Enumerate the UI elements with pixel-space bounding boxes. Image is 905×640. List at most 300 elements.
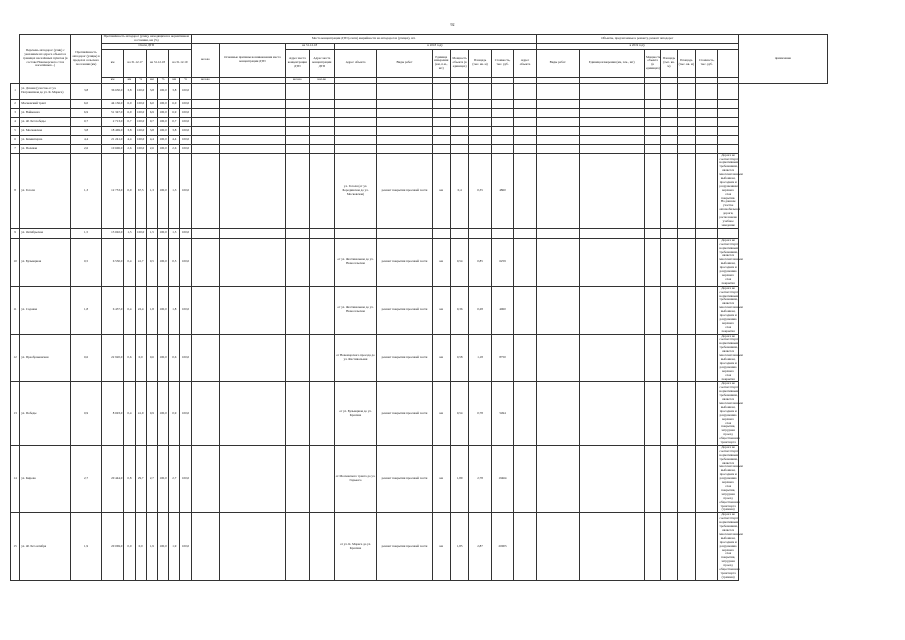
cell-area: 12 753,0 <box>101 153 123 228</box>
header-unit-cnt: кол-во <box>191 77 220 83</box>
cell-addr <box>334 83 377 99</box>
cell-sq: 0,78 <box>469 382 491 446</box>
cell-name: ул. Победы <box>20 382 71 446</box>
cell-empty <box>310 228 335 238</box>
cell-work <box>377 135 432 144</box>
cell-p2: 100,0 <box>157 286 168 334</box>
cell-empty <box>695 117 717 126</box>
cell-n: 9 <box>11 228 20 238</box>
cell-u <box>432 108 450 117</box>
cell-empty <box>191 83 220 99</box>
cell-empty <box>220 382 285 446</box>
cell-a2: 0,7 <box>146 117 157 126</box>
table-row <box>11 286 828 334</box>
cell-p2: 100,0 <box>157 144 168 153</box>
cell-empty <box>695 144 717 153</box>
table-row <box>11 513 828 580</box>
cell-empty <box>285 228 310 238</box>
cell-empty <box>695 108 717 117</box>
cell-work <box>377 117 432 126</box>
cell-cap <box>450 135 468 144</box>
header-km: км <box>101 49 123 77</box>
cell-empty <box>514 445 536 512</box>
header-capacity-2019: Мощность объекта (в единицах) <box>644 49 660 77</box>
cell-empty <box>285 144 310 153</box>
header-cost-2019: Стоимость, тыс. руб. <box>695 49 717 77</box>
header-capacity: Мощность объекта (в единицах) <box>450 49 468 77</box>
cell-len: 6,0 <box>71 99 102 108</box>
cell-sq: 0,28 <box>469 286 491 334</box>
cell-empty <box>514 108 536 117</box>
cell-cap <box>450 228 468 238</box>
cell-empty <box>695 513 717 580</box>
cell-empty <box>677 286 695 334</box>
cell-empty <box>536 126 579 135</box>
header-area-2019b: Площадь (тыс. кв. м) <box>677 49 695 77</box>
header-obj-address-2019: Адрес объекта <box>514 49 536 77</box>
header-unit: Единица измерения (км, п.м., шт) <box>432 49 450 77</box>
cell-name: Московский тракт <box>20 99 71 108</box>
cell-cap <box>450 83 468 99</box>
cell-empty <box>536 228 579 238</box>
cell-empty <box>695 153 717 228</box>
cell-u <box>432 126 450 135</box>
cell-n: 10 <box>11 238 20 286</box>
cell-name: ул. Садовая <box>20 286 71 334</box>
cell-cost <box>491 135 513 144</box>
cell-work: ремонт покрытия проезжей части <box>377 238 432 286</box>
cell-sq: 0,85 <box>469 238 491 286</box>
cell-empty <box>310 126 335 135</box>
cell-empty <box>310 144 335 153</box>
cell-a2: 0,6 <box>146 334 157 382</box>
header-as-of-2019: на 31.12.19 <box>169 49 191 77</box>
header-address-b: Адрес места концентрации ДТП <box>310 49 335 77</box>
cell-a1: 0,0 <box>124 513 135 580</box>
cell-empty <box>536 99 579 108</box>
cell-empty <box>677 228 695 238</box>
cell-sq: 2,87 <box>469 513 491 580</box>
cell-a1: 3,8 <box>124 83 135 99</box>
cell-p3: 100,0 <box>180 117 191 126</box>
cell-empty <box>579 83 644 99</box>
cell-sq <box>469 135 491 144</box>
cell-empty <box>191 108 220 117</box>
cell-addr <box>334 117 377 126</box>
cell-len: 6,9 <box>71 108 102 117</box>
table-row <box>11 238 828 286</box>
cell-n: 13 <box>11 382 20 446</box>
cell-empty <box>695 228 717 238</box>
cell-a3: 2,6 <box>169 144 180 153</box>
cell-empty <box>514 99 536 108</box>
cell-area: 21 241,0 <box>101 135 123 144</box>
cell-u <box>432 83 450 99</box>
cell-cost <box>491 108 513 117</box>
cell-sq: 1,18 <box>469 334 491 382</box>
cell-p2: 100,0 <box>157 83 168 99</box>
cell-empty <box>644 334 660 382</box>
cell-empty <box>695 126 717 135</box>
cell-note <box>718 144 738 153</box>
cell-cost: 5494 <box>491 382 513 446</box>
cell-note <box>718 126 738 135</box>
cell-p1: 100,0 <box>135 228 146 238</box>
cell-empty <box>536 153 579 228</box>
cell-p1: 100,0 <box>135 83 146 99</box>
cell-p3: 100,0 <box>180 286 191 334</box>
cell-area: 10 606,0 <box>101 144 123 153</box>
cell-n: 1 <box>11 83 20 99</box>
cell-p1: 0,0 <box>135 334 146 382</box>
cell-p1: 0,0 <box>135 513 146 580</box>
cell-empty <box>514 238 536 286</box>
cell-addr <box>334 108 377 117</box>
cell-area: 6 530,0 <box>101 238 123 286</box>
cell-empty <box>661 238 677 286</box>
cell-p3: 100,0 <box>180 108 191 117</box>
cell-cost: 19464 <box>491 445 513 512</box>
cell-empty <box>695 99 717 108</box>
cell-empty <box>285 117 310 126</box>
cell-note <box>718 117 738 126</box>
cell-empty <box>220 334 285 382</box>
cell-area: 20 069,0 <box>101 513 123 580</box>
cell-u: км <box>432 445 450 512</box>
cell-p3: 100,0 <box>180 238 191 286</box>
cell-empty <box>310 99 335 108</box>
cell-empty <box>644 83 660 99</box>
cell-u: км <box>432 153 450 228</box>
cell-empty <box>191 153 220 228</box>
cell-empty <box>220 153 285 228</box>
cell-addr <box>334 228 377 238</box>
cell-empty <box>661 286 677 334</box>
cell-name: ул. Коминтерна <box>20 135 71 144</box>
cell-work <box>377 83 432 99</box>
cell-p2: 100,0 <box>157 513 168 580</box>
cell-u: км <box>432 382 450 446</box>
cell-empty <box>661 445 677 512</box>
cell-empty <box>514 153 536 228</box>
table-row <box>11 334 828 382</box>
cell-addr: от ул. Фестивальная до ул. Новосельская <box>334 286 377 334</box>
cell-a2: 0,5 <box>146 238 157 286</box>
cell-empty <box>514 83 536 99</box>
cell-addr <box>334 144 377 153</box>
header-dtp-places: Места концентрации ДТП (очаги) аварийности на автодорогах (улицах), шт. <box>191 35 536 44</box>
cell-empty <box>644 117 660 126</box>
cell-empty <box>191 126 220 135</box>
cell-a1: 2,6 <box>124 144 135 153</box>
cell-name: ул. 40 Лет октября <box>20 513 71 580</box>
cell-name: ул. Преображенская <box>20 334 71 382</box>
cell-sq <box>469 83 491 99</box>
cell-empty <box>579 108 644 117</box>
cell-p3: 100,0 <box>180 135 191 144</box>
cell-area: 6 437,0 <box>101 286 123 334</box>
cell-a2: 4,4 <box>146 135 157 144</box>
cell-u <box>432 144 450 153</box>
road-repair-table <box>10 34 828 581</box>
header-current-status: Очаги ДТП <box>101 43 191 49</box>
cell-p1: 41,9 <box>135 382 146 446</box>
cell-p2: 100,0 <box>157 153 168 228</box>
cell-empty <box>579 286 644 334</box>
cell-p1: 100,0 <box>135 126 146 135</box>
cell-area: 36 630,0 <box>101 83 123 99</box>
cell-p3: 100,0 <box>180 99 191 108</box>
cell-empty <box>285 99 310 108</box>
cell-empty <box>285 135 310 144</box>
cell-sq <box>469 108 491 117</box>
cell-empty <box>191 286 220 334</box>
cell-name: ул. Московская <box>20 126 71 135</box>
header-area: Площадь (тыс. кв. м) <box>469 49 491 77</box>
cell-sq <box>469 126 491 135</box>
cell-empty <box>285 286 310 334</box>
cell-a3: 1,5 <box>169 228 180 238</box>
cell-empty <box>661 228 677 238</box>
cell-a3: 0,5 <box>169 238 180 286</box>
header-unit-cnt-b: кол-во <box>285 77 310 83</box>
cell-empty <box>677 126 695 135</box>
cell-empty <box>677 144 695 153</box>
cell-empty <box>514 117 536 126</box>
cell-len: 1,9 <box>71 513 102 580</box>
cell-a3: 0,7 <box>169 117 180 126</box>
cell-empty <box>579 238 644 286</box>
cell-work <box>377 99 432 108</box>
cell-a1: 4,4 <box>124 135 135 144</box>
cell-cap <box>450 117 468 126</box>
cell-empty <box>220 117 285 126</box>
cell-n: 8 <box>11 153 20 228</box>
cell-work: ремонт покрытия проезжей части <box>377 382 432 446</box>
cell-len: 2,7 <box>71 445 102 512</box>
cell-empty <box>285 445 310 512</box>
cell-a3: 3,8 <box>169 126 180 135</box>
cell-empty <box>536 144 579 153</box>
cell-u: км <box>432 334 450 382</box>
cell-empty <box>191 135 220 144</box>
cell-u <box>432 99 450 108</box>
cell-empty <box>220 144 285 153</box>
cell-empty <box>644 238 660 286</box>
cell-empty <box>644 99 660 108</box>
table-body <box>11 83 828 580</box>
cell-p2: 100,0 <box>157 238 168 286</box>
cell-area: 13 692,0 <box>101 228 123 238</box>
cell-area: 22 920,0 <box>101 334 123 382</box>
cell-addr: от ул. К. Маркса до ул. Красина <box>334 513 377 580</box>
table-row <box>11 153 828 228</box>
cell-addr <box>334 135 377 144</box>
cell-p3: 100,0 <box>180 382 191 446</box>
cell-a3: 0,6 <box>169 334 180 382</box>
cell-p3: 100,0 <box>180 126 191 135</box>
cell-empty <box>695 83 717 99</box>
cell-empty <box>220 513 285 580</box>
cell-empty <box>191 513 220 580</box>
cell-empty <box>695 382 717 446</box>
cell-len: 3,8 <box>71 83 102 99</box>
header-as-of-2017: на 31.12.17 <box>124 49 146 77</box>
cell-a3: 6,9 <box>169 108 180 117</box>
cell-u: км <box>432 238 450 286</box>
cell-a1: 0,7 <box>124 117 135 126</box>
cell-p1: 22,4 <box>135 286 146 334</box>
header-unit-2019: Единица измерения (км, п.м., шт) <box>579 49 644 77</box>
cell-empty <box>677 83 695 99</box>
cell-note: Дорога не соответствует нормативным требованиям, является многочисленным выбоинам, просадкам и разрушению верхнего слоя покрытия, затруднен проезд общественного транспорта (трамвая) <box>719 444 743 512</box>
cell-empty <box>579 144 644 153</box>
cell-p3: 100,0 <box>180 513 191 580</box>
cell-sq <box>469 117 491 126</box>
cell-len: 0,7 <box>71 117 102 126</box>
cell-u: км <box>432 513 450 580</box>
cell-a3: 2,7 <box>169 445 180 512</box>
cell-p2: 100,0 <box>157 334 168 382</box>
cell-note: Дорога не соответствует нормативным требованиям, является многочисленным выбоинам, просадкам и разрушению верхнего слоя покрытия, затруднен проезд общественного транспорта (трамвая) <box>719 512 743 579</box>
table-row <box>11 108 828 117</box>
cell-note <box>718 108 738 117</box>
cell-len: 3,8 <box>71 126 102 135</box>
cell-cost <box>491 144 513 153</box>
cell-empty <box>644 108 660 117</box>
cell-cap <box>450 126 468 135</box>
cell-p1: 100,0 <box>135 144 146 153</box>
cell-addr: от ул. Фестивальная до ул. Новосельская <box>334 238 377 286</box>
cell-empty <box>579 126 644 135</box>
cell-empty <box>285 334 310 382</box>
cell-cap: 0,54 <box>450 238 468 286</box>
cell-p3: 100,0 <box>180 445 191 512</box>
cell-empty <box>191 228 220 238</box>
cell-empty <box>677 153 695 228</box>
cell-p2: 100,0 <box>157 135 168 144</box>
header-unit-km-2018: км <box>146 77 157 83</box>
cell-empty <box>579 153 644 228</box>
cell-area: 8 693,0 <box>101 382 123 446</box>
cell-empty <box>695 238 717 286</box>
cell-len: 1,3 <box>71 153 102 228</box>
header-length: Протяжённость автодорог (улицы) в пределах сельского поселения (км) <box>71 35 102 84</box>
cell-p1: 100,0 <box>135 135 146 144</box>
cell-empty <box>310 334 335 382</box>
cell-empty <box>661 135 677 144</box>
cell-area: 20 444,0 <box>101 445 123 512</box>
cell-work <box>377 126 432 135</box>
header-remarks: примечание <box>738 35 827 84</box>
cell-empty <box>677 238 695 286</box>
cell-empty <box>191 144 220 153</box>
cell-empty <box>644 382 660 446</box>
header-area-2019: Площадь (тыс. кв. м) <box>661 49 677 77</box>
cell-addr: у.з. Гоголя (от ул. Бородинская до ул. Московская) <box>334 153 377 228</box>
cell-name: ул. Войкового <box>20 108 71 117</box>
cell-cap: 1,89 <box>450 445 468 512</box>
cell-empty <box>310 117 335 126</box>
cell-cap: 1,85 <box>450 513 468 580</box>
cell-note <box>718 99 738 108</box>
cell-cost <box>491 83 513 99</box>
cell-a1: 6,0 <box>124 99 135 108</box>
header-cost: Стоимость, тыс. руб. <box>491 49 513 77</box>
header-unit-pct-2018: % <box>157 77 168 83</box>
cell-empty <box>644 286 660 334</box>
cell-sq: 0,35 <box>469 153 491 228</box>
cell-empty <box>661 334 677 382</box>
cell-cost: 20003 <box>491 513 513 580</box>
cell-p2: 100,0 <box>157 382 168 446</box>
cell-cost <box>491 99 513 108</box>
cell-addr <box>334 126 377 135</box>
cell-p2: 100,0 <box>157 108 168 117</box>
table-row <box>11 117 828 126</box>
cell-empty <box>536 334 579 382</box>
cell-area: 18 469,0 <box>101 126 123 135</box>
cell-empty <box>695 334 717 382</box>
cell-empty <box>310 83 335 99</box>
cell-cost: 8750 <box>491 334 513 382</box>
cell-empty <box>536 445 579 512</box>
cell-len: 0,9 <box>71 382 102 446</box>
cell-n: 12 <box>11 334 20 382</box>
cell-empty <box>579 135 644 144</box>
cell-work: ремонт покрытия проезжей части <box>377 334 432 382</box>
cell-len: 1,8 <box>71 286 102 334</box>
cell-area: 51 347,0 <box>101 108 123 117</box>
cell-a2: 1,8 <box>146 286 157 334</box>
cell-cap <box>450 144 468 153</box>
cell-p1: 67,5 <box>135 153 146 228</box>
header-planned: Объекты, предлагаемые к ремонту, ремонт автодорог <box>536 35 738 44</box>
cell-empty <box>310 445 335 512</box>
cell-empty <box>191 117 220 126</box>
cell-empty <box>579 334 644 382</box>
cell-empty <box>285 108 310 117</box>
cell-len: 1,5 <box>71 228 102 238</box>
cell-sq <box>469 144 491 153</box>
cell-note <box>718 83 738 99</box>
cell-cost <box>491 117 513 126</box>
cell-empty <box>220 135 285 144</box>
cell-empty <box>285 382 310 446</box>
cell-empty <box>661 99 677 108</box>
cell-empty <box>579 513 644 580</box>
cell-empty <box>677 117 695 126</box>
cell-note <box>718 228 738 238</box>
cell-empty <box>661 144 677 153</box>
cell-empty <box>644 126 660 135</box>
cell-p3: 100,0 <box>180 83 191 99</box>
cell-name: ул. Гоголя <box>20 153 71 228</box>
cell-empty <box>661 126 677 135</box>
cell-cap: 0,4 <box>450 153 468 228</box>
cell-cost <box>491 228 513 238</box>
header-unit-km-2017: км <box>124 77 135 83</box>
cell-a3: 4,4 <box>169 135 180 144</box>
cell-empty <box>514 334 536 382</box>
cell-empty <box>661 513 677 580</box>
cell-cap: 0,36 <box>450 286 468 334</box>
cell-empty <box>661 153 677 228</box>
header-address-a: Адрес места концентрации ДТП <box>285 49 310 77</box>
cell-n: 3 <box>11 108 20 117</box>
cell-p1: 29,7 <box>135 445 146 512</box>
cell-name: ул. Дачная (участок от ул. Пограничная до ул. К. Маркса) <box>20 83 71 99</box>
